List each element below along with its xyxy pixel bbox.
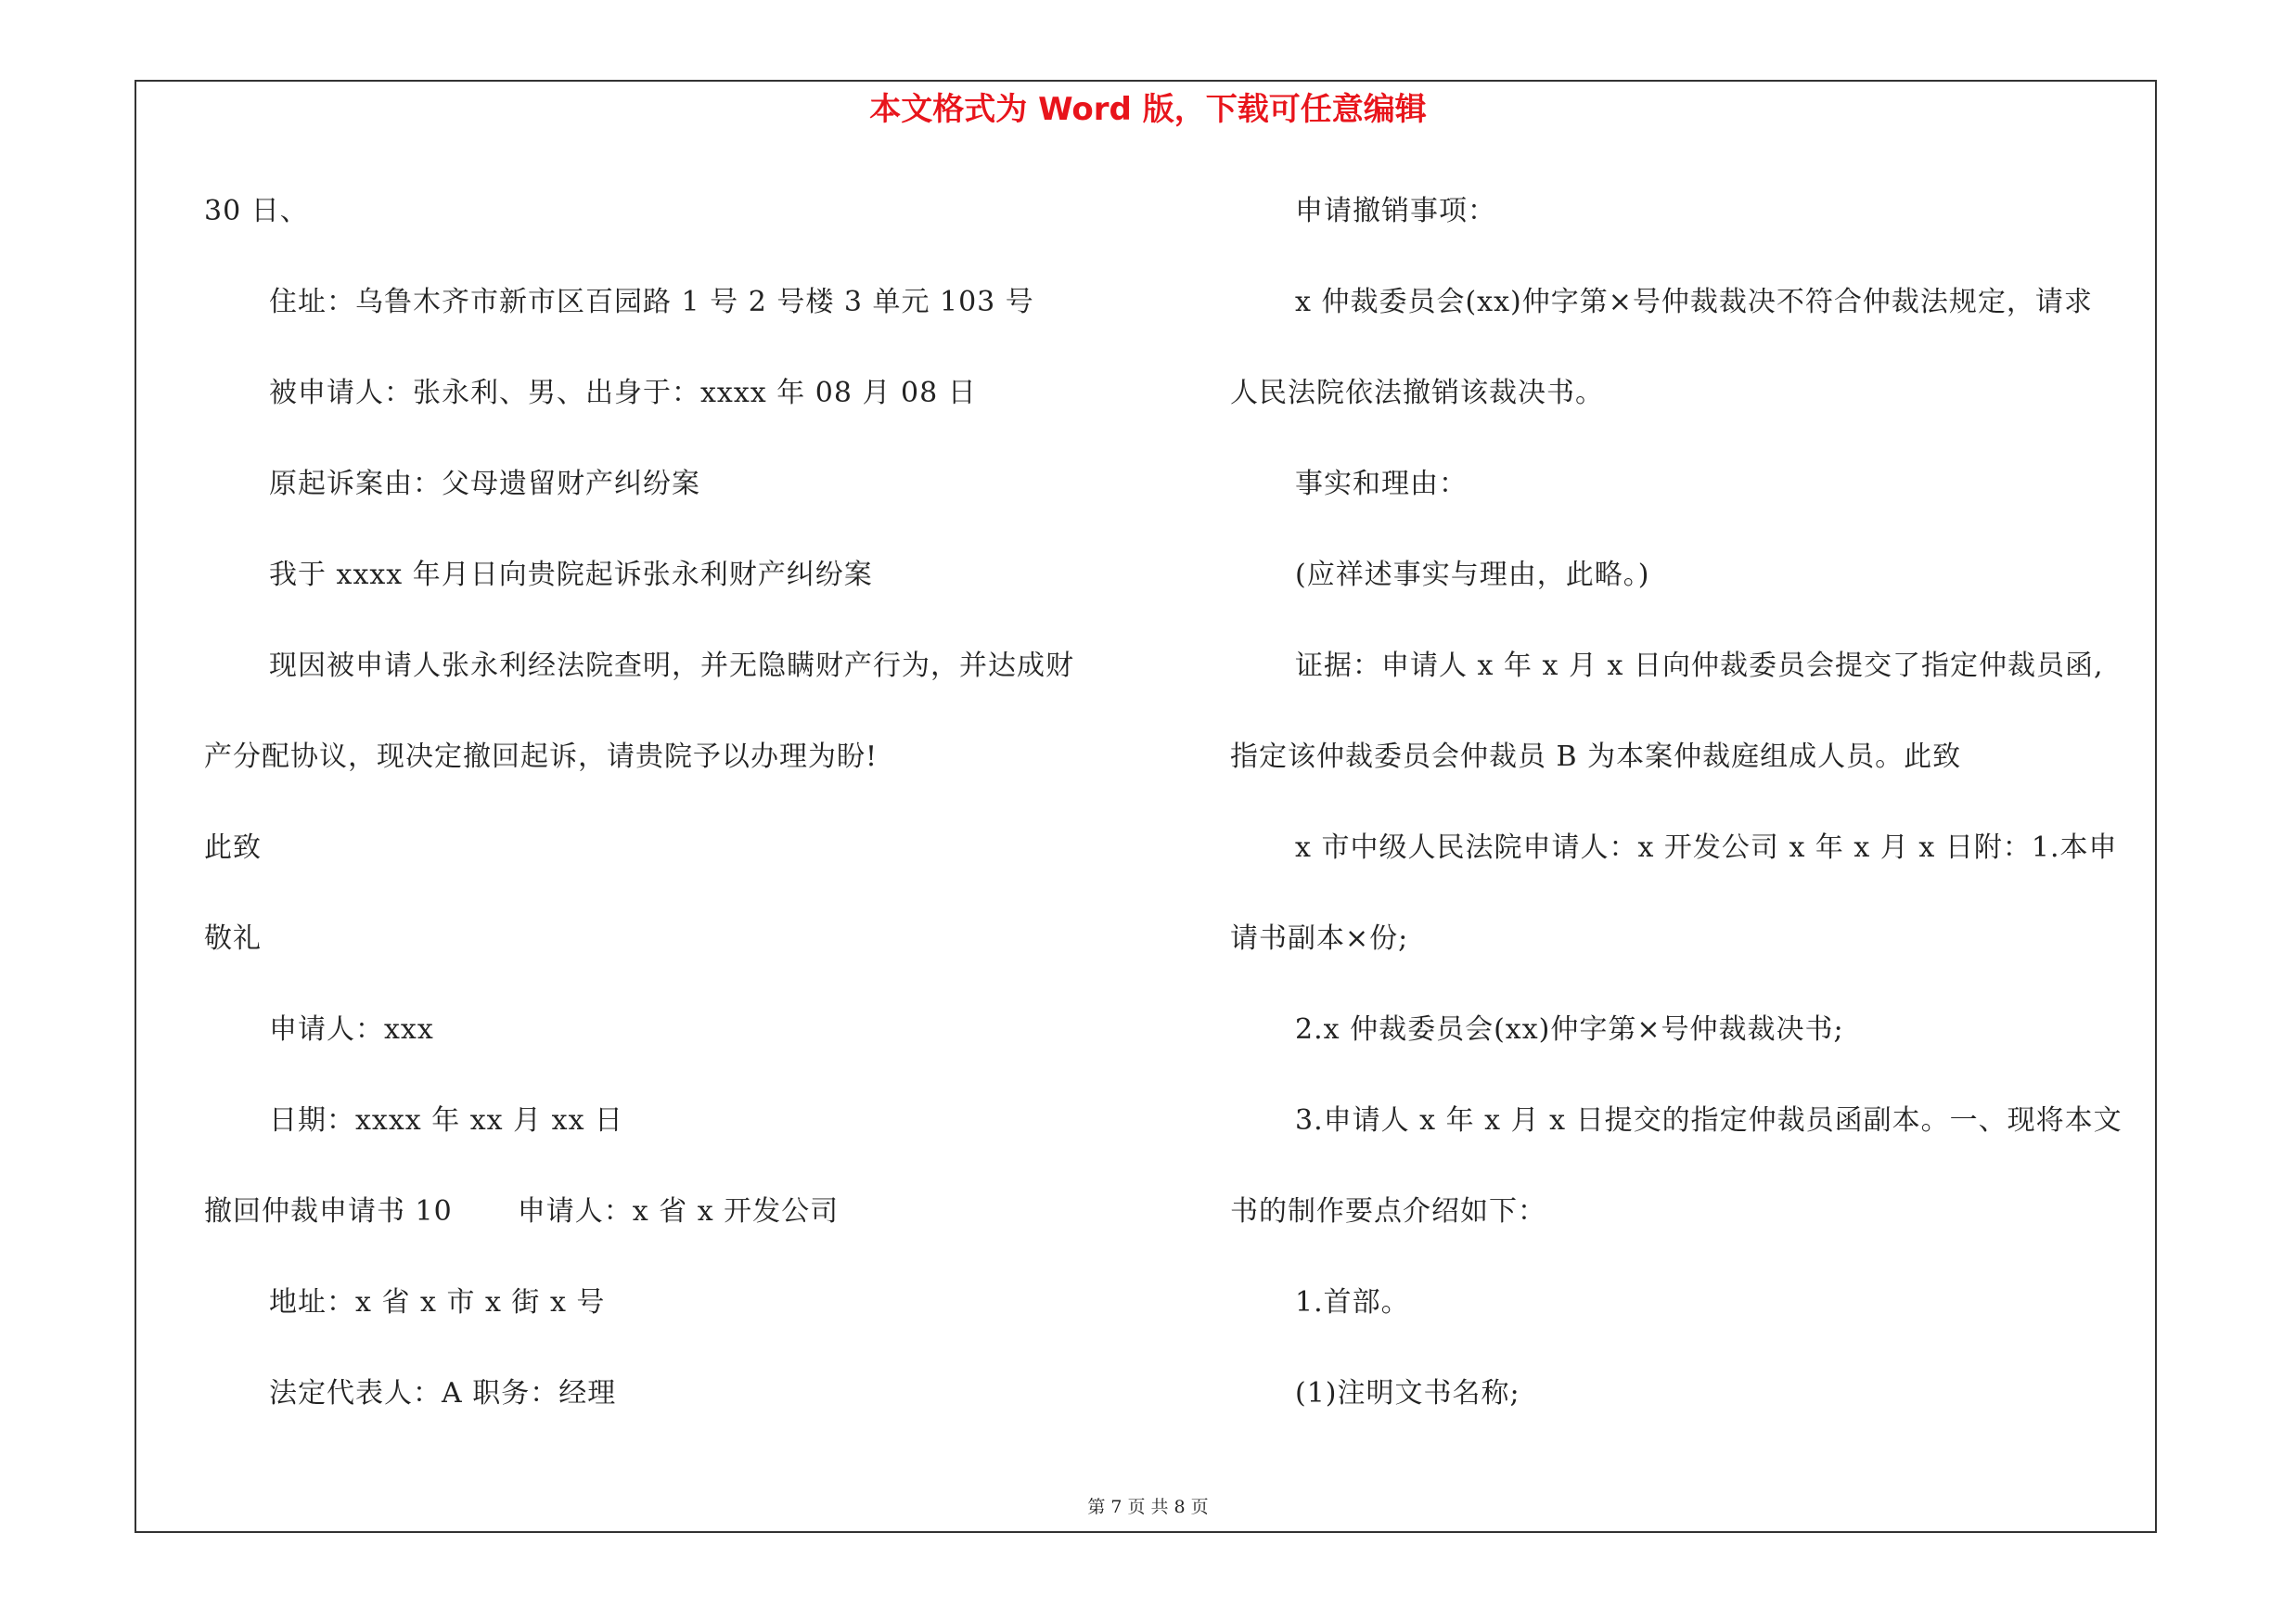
paragraph-line: 证据：申请人 x 年 x 月 x 日向仲裁委员会提交了指定仲裁员函,: [1295, 650, 2104, 682]
paragraph-line: 申请撤销事项：: [1295, 195, 1496, 227]
document-title-fragment: 撤回仲裁申请书 10: [204, 1195, 453, 1228]
paragraph-line: 我于 xxxx 年月日向贵院起诉张永利财产纠纷案: [269, 559, 873, 591]
salutation-line: 此致: [204, 831, 262, 864]
paragraph-line: 现因被申请人张永利经法院查明，并无隐瞒财产行为，并达成财: [269, 650, 1074, 682]
paragraph-line: 产分配协议，现决定撤回起诉，请贵院予以办理为盼!: [204, 741, 879, 773]
paragraph-line: 书的制作要点介绍如下：: [1230, 1195, 1546, 1228]
paragraph-line: 被申请人：张永利、男、出身于：xxxx 年 08 月 08 日: [269, 377, 977, 409]
paragraph-line: (应祥述事实与理由，此略。): [1295, 559, 1650, 591]
salutation-line: 敬礼: [204, 922, 262, 955]
paragraph-line: 请书副本×份;: [1230, 922, 1409, 955]
paragraph-line: 人民法院依法撤销该裁决书。: [1230, 377, 1604, 409]
right-column: [1230, 193, 2158, 1466]
paragraph-line: 指定该仲裁委员会仲裁员 B 为本案仲裁庭组成人员。此致: [1230, 741, 1962, 773]
paragraph-line: 事实和理由：: [1295, 468, 1468, 500]
representative-line: 法定代表人：A 职务：经理: [269, 1377, 617, 1410]
paragraph-line: 3.申请人 x 年 x 月 x 日提交的指定仲裁员函副本。一、现将本文: [1295, 1104, 2123, 1137]
paragraph-line: 30 日、: [204, 195, 309, 227]
paragraph-line: 原起诉案由：父母遗留财产纠纷案: [269, 468, 700, 500]
left-column: [204, 193, 1187, 1466]
paragraph-line: [204, 1193, 1187, 1284]
date-line: 日期：xxxx 年 xx 月 xx 日: [269, 1104, 624, 1137]
applicant-fragment: 申请人：x 省 x 开发公司: [517, 1195, 840, 1228]
paragraph-line: (1)注明文书名称;: [1295, 1377, 1520, 1410]
paragraph-line: 2.x 仲裁委员会(xx)仲字第×号仲裁裁决书;: [1295, 1013, 1844, 1046]
paragraph-line: x 市中级人民法院申请人：x 开发公司 x 年 x 月 x 日附：1.本申: [1295, 831, 2118, 864]
paragraph-line: x 仲裁委员会(xx)仲字第×号仲裁裁决不符合仲裁法规定，请求: [1295, 286, 2093, 318]
page-number-footer: 第 7 页 共 8 页: [1087, 1497, 1209, 1517]
paragraph-line: 1.首部。: [1295, 1286, 1410, 1319]
applicant-line: 申请人：xxx: [269, 1013, 434, 1046]
word-format-banner: 本文格式为 Word 版，下载可任意编辑: [869, 91, 1427, 128]
paragraph-line: 住址：乌鲁木齐市新市区百园路 1 号 2 号楼 3 单元 103 号: [269, 286, 1034, 318]
address-line: 地址：x 省 x 市 x 街 x 号: [269, 1286, 606, 1319]
